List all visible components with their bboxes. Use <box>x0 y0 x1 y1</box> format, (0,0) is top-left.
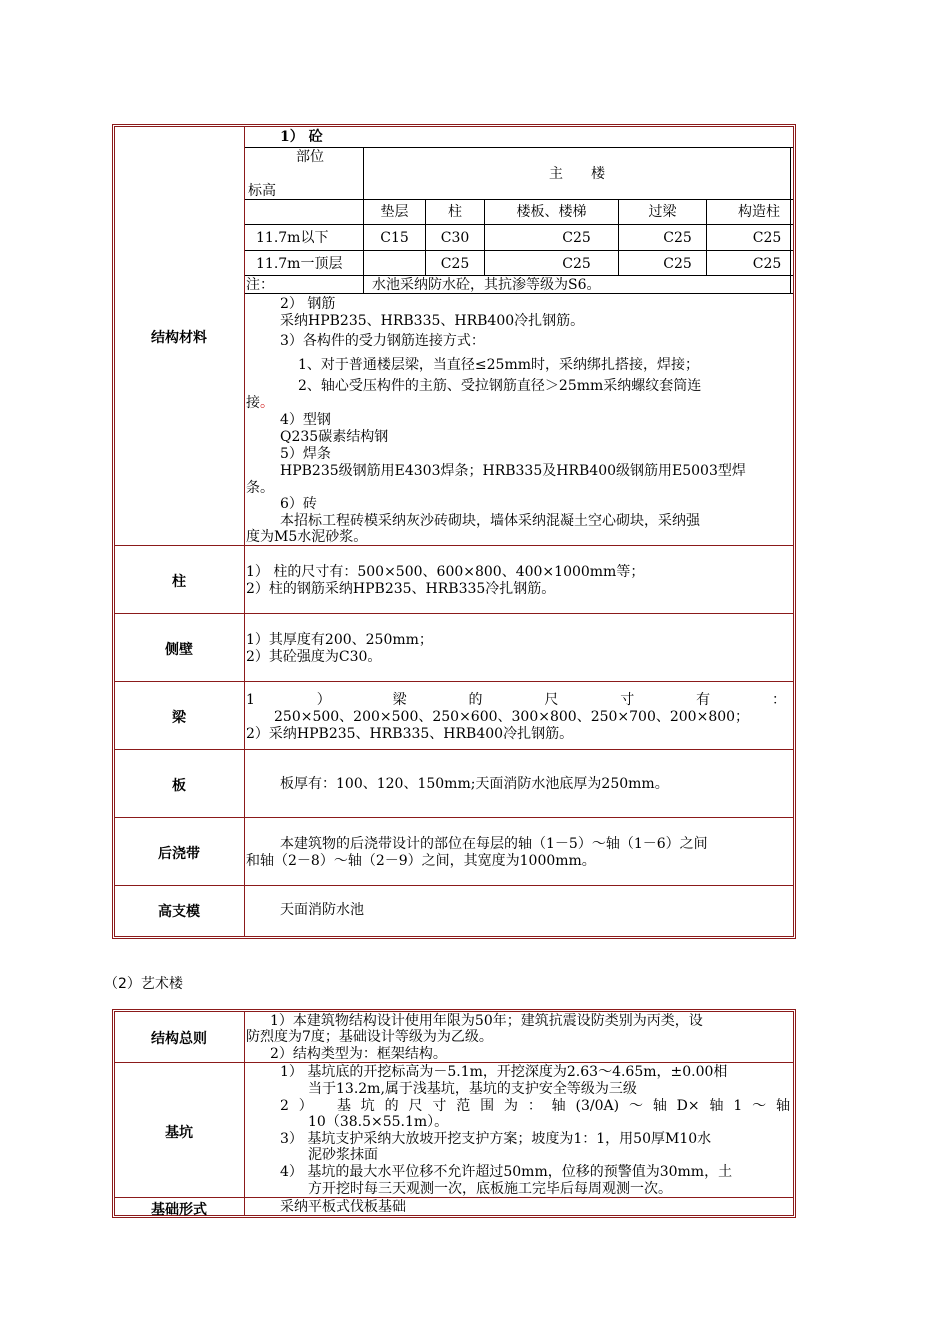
header-lintel: 过梁 <box>648 204 677 220</box>
section-title-art-building: （2）艺术楼 <box>104 976 183 992</box>
materials-line: 3）各构件的受力钢筋连接方式： <box>280 333 485 349</box>
row1-cushion: C15 <box>380 230 409 246</box>
column-line: 2）柱的钢筋采纳HPB235、HRB335冷扎钢筋。 <box>246 581 556 597</box>
pit-line: 10（38.5×55.1m）。 <box>308 1114 449 1130</box>
pit-line: 2） 基坑的尺寸范围为：轴(3/0A)～轴D×轴1～轴 <box>280 1098 790 1114</box>
label-beam: 梁 <box>172 710 186 726</box>
pit-line: 当于13.2m,属于浅基坑，基坑的支护安全等级为三级 <box>308 1081 637 1097</box>
header-slab-stair: 楼板、楼梯 <box>516 204 587 220</box>
row1-lintel: C25 <box>663 230 692 246</box>
materials-line: 条。 <box>246 480 274 496</box>
row2-constructional: C25 <box>752 256 782 272</box>
pit-line: 3） 基坑支护采纳大放坡开挖支护方案；坡度为1：1，用50厚M10水 <box>280 1131 712 1147</box>
materials-line: 本招标工程砖模采纳灰沙砖砌块，墙体采纳混凝土空心砌块，采纳强 <box>280 513 700 529</box>
materials-line: 2） 钢筋 <box>280 296 336 312</box>
beam-line: 1）梁的尺寸有： <box>246 692 786 708</box>
pit-line: 方开挖时每三天观测一次，底板施工完毕后每周观测一次。 <box>308 1181 672 1197</box>
main-building-header: 主 楼 <box>549 166 605 182</box>
pit-line: 4） 基坑的最大水平位移不允许超过50mm，位移的预警值为30mm，土 <box>280 1164 733 1180</box>
post-cast-line: 和轴（2－8）～轴（2－9）之间，其宽度为1000mm。 <box>246 853 596 869</box>
row1-constructional: C25 <box>752 230 782 246</box>
label-slab: 板 <box>172 778 186 794</box>
label-materials: 结构材料 <box>151 330 207 346</box>
label-pit: 基坑 <box>165 1125 193 1141</box>
row2-lintel: C25 <box>663 256 692 272</box>
beam-line: 2）采纳HPB235、HRB335、HRB400冷扎钢筋。 <box>246 726 574 742</box>
post-cast-line: 本建筑物的后浇带设计的部位在每层的轴（1－5）～轴（1－6）之间 <box>280 836 708 852</box>
row2-slab: C25 <box>562 256 591 272</box>
header-constructional-column: 构造柱 <box>738 204 780 220</box>
materials-line: 度为M5水泥砂浆。 <box>246 529 368 545</box>
general-line: 1）本建筑物结构设计使用年限为50年；建筑抗震设防类别为丙类，设 <box>270 1013 703 1029</box>
materials-line: 6）砖 <box>280 496 317 512</box>
label-post-cast-strip: 后浇带 <box>158 846 200 862</box>
label-foundation: 基础形式 <box>151 1202 207 1218</box>
high-formwork-text: 天面消防水池 <box>280 902 364 918</box>
header-cushion: 垫层 <box>380 204 409 220</box>
label-column-divider <box>244 127 245 936</box>
header-column: 柱 <box>448 204 462 220</box>
materials-line: 接 <box>246 395 260 411</box>
materials-line: 5）焊条 <box>280 446 331 462</box>
pit-line: 泥砂浆抹面 <box>308 1147 378 1163</box>
red-period-mark: 。 <box>260 395 274 411</box>
row1-column: C30 <box>440 230 470 246</box>
row1-slab: C25 <box>562 230 591 246</box>
general-line: 防烈度为7度；基础设计等级为为乙级。 <box>246 1029 493 1045</box>
side-wall-line: 1）其厚度有200、250mm； <box>246 632 433 648</box>
corner-elevation: 标高 <box>248 183 276 199</box>
foundation-text: 采纳平板式伐板基础 <box>280 1199 406 1215</box>
materials-line: 2、轴心受压构件的主筋、受拉钢筋直径＞25mm采纳螺纹套筒连 <box>298 378 702 394</box>
note-label: 注： <box>246 277 274 293</box>
row1-level: 11.7m以下 <box>256 230 329 246</box>
materials-line: 4）型钢 <box>280 412 331 428</box>
row2-level: 11.7m一顶层 <box>256 256 343 272</box>
column-line: 1） 柱的尺寸有：500×500、600×800、400×1000mm等； <box>246 564 645 580</box>
label-column: 柱 <box>172 574 186 590</box>
pit-line: 1） 基坑底的开挖标高为－5.1m，开挖深度为2.63～4.65m，±0.00相 <box>280 1064 728 1080</box>
label-high-formwork: 高支模 <box>158 904 200 920</box>
concrete-heading: 1） 砼 <box>280 129 323 145</box>
materials-line: HPB235级钢筋用E4303焊条；HRB335及HRB400级钢筋用E5003型焊 <box>280 463 746 479</box>
label-side-wall: 侧壁 <box>165 642 193 658</box>
note-text: 水池采纳防水砼，其抗渗等级为S6。 <box>372 277 601 293</box>
side-wall-line: 2）其砼强度为C30。 <box>246 649 382 665</box>
label-general: 结构总则 <box>151 1031 207 1047</box>
beam-line: 250×500、200×500、250×600、300×800、250×700、200×800； <box>274 709 750 725</box>
materials-line: 1、对于普通楼层梁，当直径≤25mm时，采纳绑扎搭接，焊接； <box>298 357 700 373</box>
corner-position: 部位 <box>296 149 324 165</box>
slab-text: 板厚有：100、120、150mm;天面消防水池底厚为250mm。 <box>280 776 669 792</box>
materials-line: Q235碳素结构钢 <box>280 429 389 445</box>
row2-column: C25 <box>440 256 470 272</box>
general-line: 2）结构类型为：框架结构。 <box>270 1046 447 1062</box>
materials-line: 采纳HPB235、HRB335、HRB400冷扎钢筋。 <box>280 313 585 329</box>
